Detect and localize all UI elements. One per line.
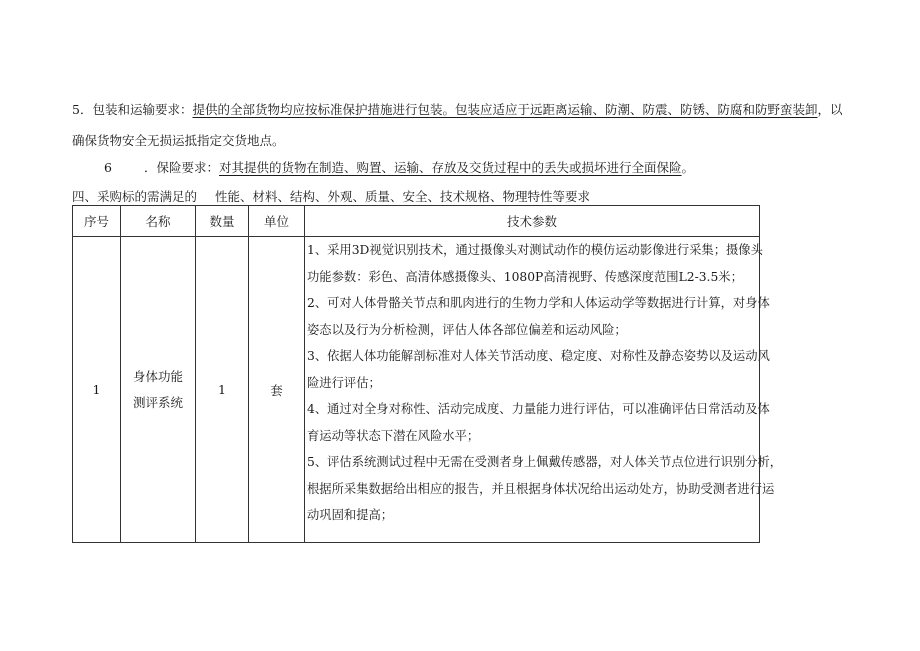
cell-name bbox=[121, 237, 196, 543]
insurance-number: 6 bbox=[104, 160, 112, 175]
param-line: 根据所采集数据给出相应的报告，并且根据身体状况给出运动处方，协助受测者进行运 bbox=[307, 481, 775, 496]
packaging-tail: ，以 bbox=[817, 102, 843, 117]
insurance-requirement bbox=[72, 152, 862, 183]
param-line: 3、依据人体功能解剖标准对人体关节活动度、稳定度、对称性及静态姿势以及运动风 bbox=[307, 349, 770, 363]
spec-table bbox=[72, 205, 783, 543]
header-unit: 单位 bbox=[249, 206, 305, 237]
table-row bbox=[73, 237, 760, 543]
param-line: 2、可对人体骨骼关节点和肌肉进行的生物力学和人体运动学等数据进行计算，对身体 bbox=[307, 296, 770, 310]
cell-seq: 1 bbox=[73, 237, 121, 543]
param-line: 功能参数：彩色、高清体感摄像头、1080P高清视野、传感深度范围L2-3.5米； bbox=[307, 269, 743, 284]
cell-name-line2: 测评系统 bbox=[132, 394, 183, 410]
header-qty: 数量 bbox=[196, 206, 249, 237]
cell-name-line1: 身体功能 bbox=[132, 368, 183, 384]
cell-qty: 1 bbox=[196, 237, 249, 543]
header-name: 名称 bbox=[121, 206, 196, 237]
section-four-left: 四、采购标的需满足的 bbox=[72, 189, 198, 204]
header-params: 技术参数 bbox=[305, 206, 760, 237]
param-line: 险进行评估； bbox=[307, 375, 381, 390]
packaging-text: 提供的全部货物均应按标准保护措施进行包装。包装应适应于远距离运输、防潮、防震、防锈、防腐和防野蛮装卸 bbox=[192, 102, 818, 117]
param-line: 1、采用3D视觉识别技术，通过摄像头对测试动作的模仿运动影像进行采集；摄像头 bbox=[307, 243, 763, 257]
insurance-tail: 。 bbox=[681, 160, 695, 175]
table-header-row bbox=[73, 206, 760, 237]
insurance-label: ．保险要求： bbox=[144, 160, 220, 175]
header-seq: 序号 bbox=[73, 206, 121, 237]
packaging-requirement-line1 bbox=[72, 94, 862, 125]
param-line: 育运动等状态下潜在风险水平； bbox=[307, 428, 480, 443]
packaging-line2-text: 确保货物安全无损运抵指定交货地点。 bbox=[72, 133, 285, 148]
param-line: 4、通过对全身对称性、活动完成度、力量能力进行评估，可以准确评估日常活动及体 bbox=[307, 402, 770, 416]
param-line: 5、评估系统测试过程中无需在受测者身上佩戴传感器，对人体关节点位进行识别分析， bbox=[307, 455, 783, 469]
param-line: 姿态以及行为分析检测，评估人体各部位偏差和运动风险； bbox=[307, 322, 627, 337]
packaging-label: 5．包装和运输要求： bbox=[72, 102, 193, 117]
section-four-right: 性能、材料、结构、外观、质量、安全、技术规格、物理特性等要求 bbox=[215, 189, 591, 204]
param-line: 动巩固和提高； bbox=[307, 508, 394, 522]
cell-unit: 套 bbox=[249, 237, 305, 543]
insurance-text: 对其提供的货物在制造、购置、运输、存放及交货过程中的丢失或损坏进行全面保险 bbox=[219, 160, 682, 175]
cell-params bbox=[305, 237, 783, 543]
